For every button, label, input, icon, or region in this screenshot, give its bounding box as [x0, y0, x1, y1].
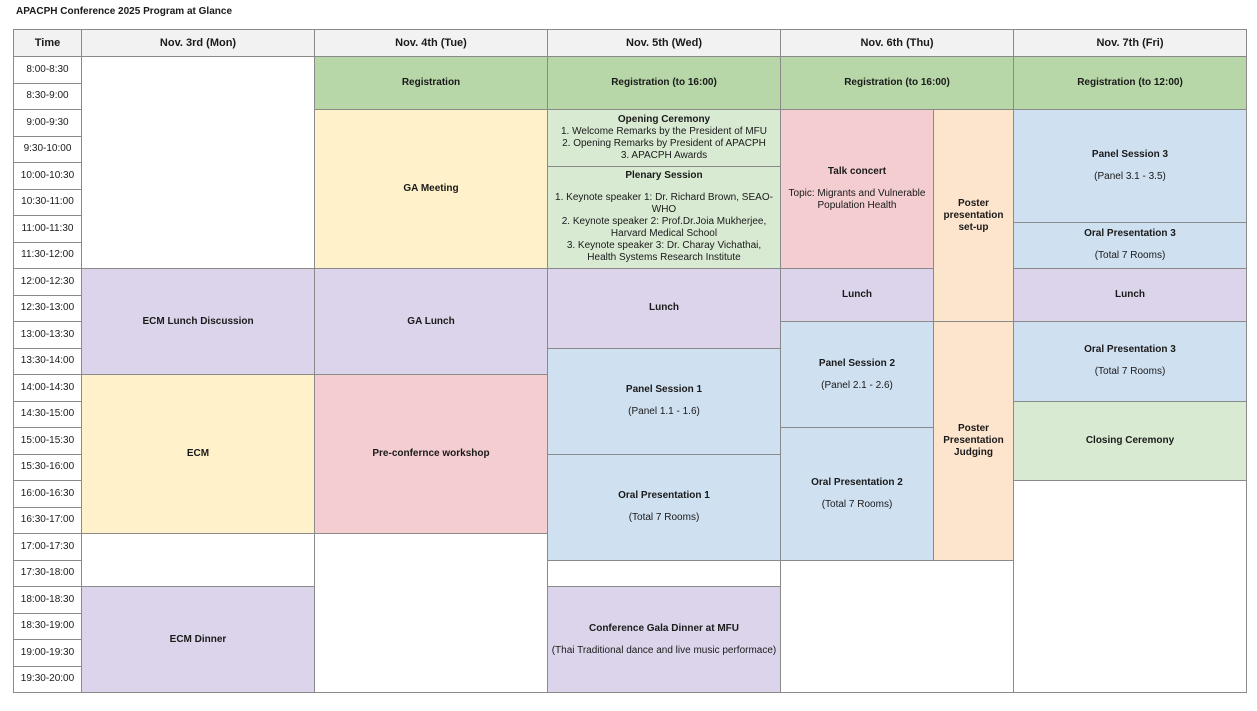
- panel3-sub: (Panel 3.1 - 3.5): [1094, 170, 1166, 182]
- time-slot: 8:30-9:00: [13, 83, 82, 111]
- time-slot: 8:00-8:30: [13, 56, 82, 84]
- plenary-item: 2. Keynote speaker 2: Prof.Dr.Joia Mukherjee, Harvard Medical School: [561, 216, 767, 240]
- time-slot: 19:30-20:00: [13, 666, 82, 694]
- fri-panel-session-3: [1013, 109, 1247, 223]
- tue-ga-meeting: GA Meeting: [314, 109, 548, 269]
- fri-registration: Registration (to 12:00): [1013, 56, 1247, 110]
- oral1-sub: (Total 7 Rooms): [628, 512, 700, 523]
- time-slot: 15:30-16:00: [13, 454, 82, 482]
- panel2-title: Panel Session 2: [818, 357, 896, 369]
- wed-oral-presentation-1: [547, 454, 781, 561]
- fri-closing-ceremony: Closing Ceremony: [1013, 401, 1247, 482]
- fri-oral-presentation-3b: [1013, 321, 1247, 402]
- gala-sub: (Thai Traditional dance and live music performace): [551, 644, 777, 656]
- time-slot: 10:30-11:00: [13, 189, 82, 217]
- thu-panel-session-2: [780, 321, 934, 428]
- time-slot: 12:00-12:30: [13, 268, 82, 296]
- opening-title: Opening Ceremony: [617, 113, 711, 125]
- time-slot: 14:30-15:00: [13, 401, 82, 429]
- panel3-title: Panel Session 3: [1091, 148, 1169, 160]
- time-slot: 16:30-17:00: [13, 507, 82, 535]
- mon-empty-evening: [81, 533, 315, 587]
- header-day-tue: Nov. 4th (Tue): [314, 29, 548, 57]
- fri-lunch: Lunch: [1013, 268, 1247, 322]
- tue-empty-evening: [314, 533, 548, 693]
- time-slot: 17:00-17:30: [13, 533, 82, 561]
- header-day-thu: Nov. 6th (Thu): [780, 29, 1014, 57]
- opening-item: 1. Welcome Remarks by the President of MFU: [561, 125, 767, 137]
- mon-ecm-dinner: ECM Dinner: [81, 586, 315, 693]
- time-slot: 11:00-11:30: [13, 215, 82, 243]
- time-slot: 18:30-19:00: [13, 613, 82, 641]
- time-slot: 14:00-14:30: [13, 374, 82, 402]
- thu-lunch: Lunch: [780, 268, 934, 322]
- talk-title: Talk concert: [827, 166, 887, 177]
- time-slot: 18:00-18:30: [13, 586, 82, 614]
- header-day-wed: Nov. 5th (Wed): [547, 29, 781, 57]
- gala-title: Conference Gala Dinner at MFU: [588, 622, 740, 634]
- mon-empty-morning: [81, 56, 315, 269]
- header-day-fri: Nov. 7th (Fri): [1013, 29, 1247, 57]
- panel1-sub: (Panel 1.1 - 1.6): [628, 406, 700, 417]
- wed-lunch: Lunch: [547, 268, 781, 349]
- thu-oral-presentation-2: [780, 427, 934, 561]
- plenary-item: 1. Keynote speaker 1: Dr. Richard Brown, SEAO-WHO: [555, 192, 773, 216]
- opening-item: 3. APACPH Awards: [620, 149, 708, 161]
- page-title: APACPH Conference 2025 Program at Glance: [16, 6, 233, 17]
- wed-empty-evening: [547, 560, 781, 588]
- fri-empty-afternoon: [1013, 480, 1247, 693]
- time-slot: 10:00-10:30: [13, 162, 82, 190]
- time-slot: 9:30-10:00: [13, 136, 82, 164]
- wed-opening-ceremony: [547, 109, 781, 167]
- tue-ga-lunch: GA Lunch: [314, 268, 548, 375]
- thu-poster-judging: Poster Presentation Judging: [933, 321, 1014, 561]
- wed-plenary-session: [547, 166, 781, 269]
- time-slot: 13:00-13:30: [13, 321, 82, 349]
- talk-sub: Topic: Migrants and Vulnerable Population Health: [788, 188, 926, 211]
- oral3b-title: Oral Presentation 3: [1084, 344, 1176, 356]
- thu-empty-evening: [780, 560, 1014, 694]
- time-slot: 16:00-16:30: [13, 480, 82, 508]
- wed-gala-dinner: [547, 586, 781, 693]
- plenary-item: 3. Keynote speaker 3: Dr. Charay Vichathai, Health Systems Research Institute: [566, 240, 762, 264]
- mon-ecm-lunch-discussion: ECM Lunch Discussion: [81, 268, 315, 375]
- time-slot: 12:30-13:00: [13, 295, 82, 323]
- panel1-title: Panel Session 1: [625, 384, 703, 395]
- oral3a-title: Oral Presentation 3: [1084, 228, 1176, 240]
- time-slot: 11:30-12:00: [13, 242, 82, 270]
- time-slot: 17:30-18:00: [13, 560, 82, 588]
- time-slot: 13:30-14:00: [13, 348, 82, 376]
- opening-item: 2. Opening Remarks by President of APACPH: [562, 137, 766, 149]
- thu-registration: Registration (to 16:00): [780, 56, 1014, 110]
- panel2-sub: (Panel 2.1 - 2.6): [821, 379, 893, 391]
- time-slot: 9:00-9:30: [13, 109, 82, 137]
- header-day-mon: Nov. 3rd (Mon): [81, 29, 315, 57]
- tue-preconference-workshop: Pre-confernce workshop: [314, 374, 548, 534]
- tue-registration: Registration: [314, 56, 548, 110]
- oral2-title: Oral Presentation 2: [811, 476, 903, 488]
- time-slot: 19:00-19:30: [13, 639, 82, 667]
- oral1-title: Oral Presentation 1: [618, 490, 710, 501]
- wed-registration: Registration (to 16:00): [547, 56, 781, 110]
- oral3b-sub: (Total 7 Rooms): [1094, 366, 1166, 378]
- wed-panel-session-1: [547, 348, 781, 455]
- oral2-sub: (Total 7 Rooms): [821, 498, 893, 510]
- mon-ecm: ECM: [81, 374, 315, 534]
- time-slot: 15:00-15:30: [13, 427, 82, 455]
- fri-oral-presentation-3a: [1013, 222, 1247, 269]
- header-time: Time: [13, 29, 82, 57]
- thu-poster-setup: Poster presentation set-up: [933, 109, 1014, 322]
- oral3a-sub: (Total 7 Rooms): [1094, 250, 1166, 262]
- plenary-title: Plenary Session: [625, 170, 703, 182]
- thu-talk-concert: [780, 109, 934, 269]
